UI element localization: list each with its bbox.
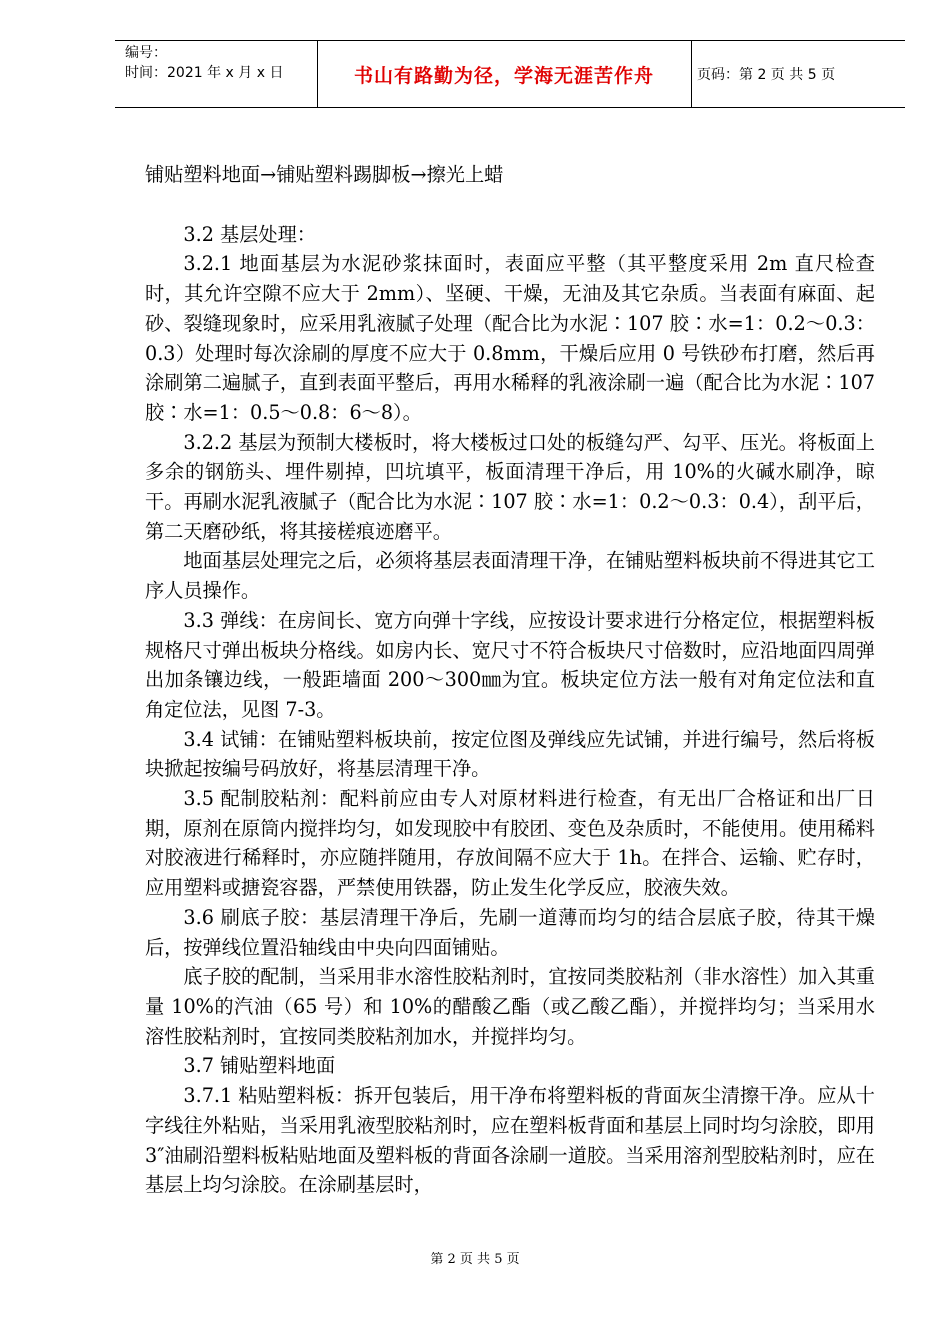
header-page-info: 页码：第 2 页 共 5 页: [697, 67, 836, 83]
section-heading-3-7: 3.7 铺贴塑料地面: [183, 1054, 336, 1078]
section-heading-3-2: 3.2 基层处理：: [183, 222, 316, 246]
document-number-label: 编号：: [125, 45, 167, 61]
paragraph-3-7-1: 3.7.1 粘贴塑料板：拆开包装后，用干净布将塑料板的背面灰尘清擦干净。应从十字线往外粘贴，当采用乳液型胶粘剂时，应在塑料板背面和基层上同时均匀涂胶，即用 3″油刷沿塑料板粘贴地面及塑料板的背面各涂刷一道胶。当采用溶剂型胶粘剂时，应在基层上均匀涂胶。在涂刷基层时，: [145, 1084, 875, 1197]
paragraph-3-6: 3.6 刷底子胶：基层清理干净后，先刷一道薄而均匀的结合层底子胶，待其干燥后，按弹线位置沿轴线由中央向四面铺贴。: [145, 905, 875, 959]
paragraph-3-2-2: 3.2.2 基层为预制大楼板时，将大楼板过口处的板缝勾严、勾平、压光。将板面上多余的钢筋头、埋件剔掉，凹坑填平，板面清理干净后，用 10%的火碱水刷净，晾干。再刷水泥乳液腻子（配合比为水泥∶107 胶∶水=1：0.2～0.3：0.4），刮平后，第二天磨砂纸，将其接槎痕迹磨平。: [145, 430, 875, 543]
page-header: [115, 40, 905, 108]
process-flow-line: 铺贴塑料地面→铺贴塑料踢脚板→擦光上蜡: [145, 163, 504, 186]
paragraph-3-2-1: 3.2.1 地面基层为水泥砂浆抹面时，表面应平整（其平整度采用 2m 直尺检查时，其允许空隙不应大于 2mm）、坚硬、干燥，无油及其它杂质。当表面有麻面、起砂、裂缝现象时，应采用乳液腻子处理（配合比为水泥∶107 胶∶水=1：0.2～0.3：0.3）处理时每次涂刷的厚度不应大于 0.8mm，干燥后应用 0 号铁砂布打磨，然后再涂刷第二遍腻子，直到表面平整后，再用水稀释的乳液涂刷一遍（配合比为水泥∶107 胶∶水=1：0.5～0.8：6～8）。: [145, 252, 875, 424]
paragraph-3-4: 3.4 试铺：在铺贴塑料板块前，按定位图及弹线应先试铺，并进行编号，然后将板块掀起按编号码放好，将基层清理干净。: [145, 727, 875, 781]
header-divider-right: [691, 41, 692, 107]
paragraph-primer-mix: 底子胶的配制，当采用非水溶性胶粘剂时，宜按同类胶粘剂（非水溶性）加入其重量 10%的汽油（65 号）和 10%的醋酸乙酯（或乙酸乙酯），并搅拌均匀；当采用水溶性胶粘剂时，宜按同类胶粘剂加水，并搅拌均匀。: [145, 965, 875, 1048]
document-body: [145, 160, 875, 1200]
header-motto: 书山有路勤为径，学海无涯苦作舟: [353, 64, 654, 87]
document-date: 时间：2021 年 x 月 x 日: [125, 65, 284, 81]
paragraph-base-cleanup: 地面基层处理完之后，必须将基层表面清理干净，在铺贴塑料板块前不得进其它工序人员操作。: [145, 549, 875, 603]
page-footer: 第 2 页 共 5 页: [430, 1252, 520, 1267]
paragraph-3-3: 3.3 弹线：在房间长、宽方向弹十字线，应按设计要求进行分格定位，根据塑料板规格尺寸弹出板块分格线。如房内长、宽尺寸不符合板块尺寸倍数时，应沿地面四周弹出加条镶边线，一般距墙面 200～300㎜为宜。板块定位方法一般有对角定位法和直角定位法，见图 7-3。: [145, 608, 875, 721]
header-meta: [125, 43, 283, 83]
paragraph-3-5: 3.5 配制胶粘剂：配料前应由专人对原材料进行检查，有无出厂合格证和出厂日期，原剂在原筒内搅拌均匀，如发现胶中有胶团、变色及杂质时，不能使用。使用稀料对胶液进行稀释时，亦应随拌随用，存放间隔不应大于 1h。在拌合、运输、贮存时，应用塑料或搪瓷容器，严禁使用铁器，防止发生化学反应，胶液失效。: [145, 787, 875, 900]
